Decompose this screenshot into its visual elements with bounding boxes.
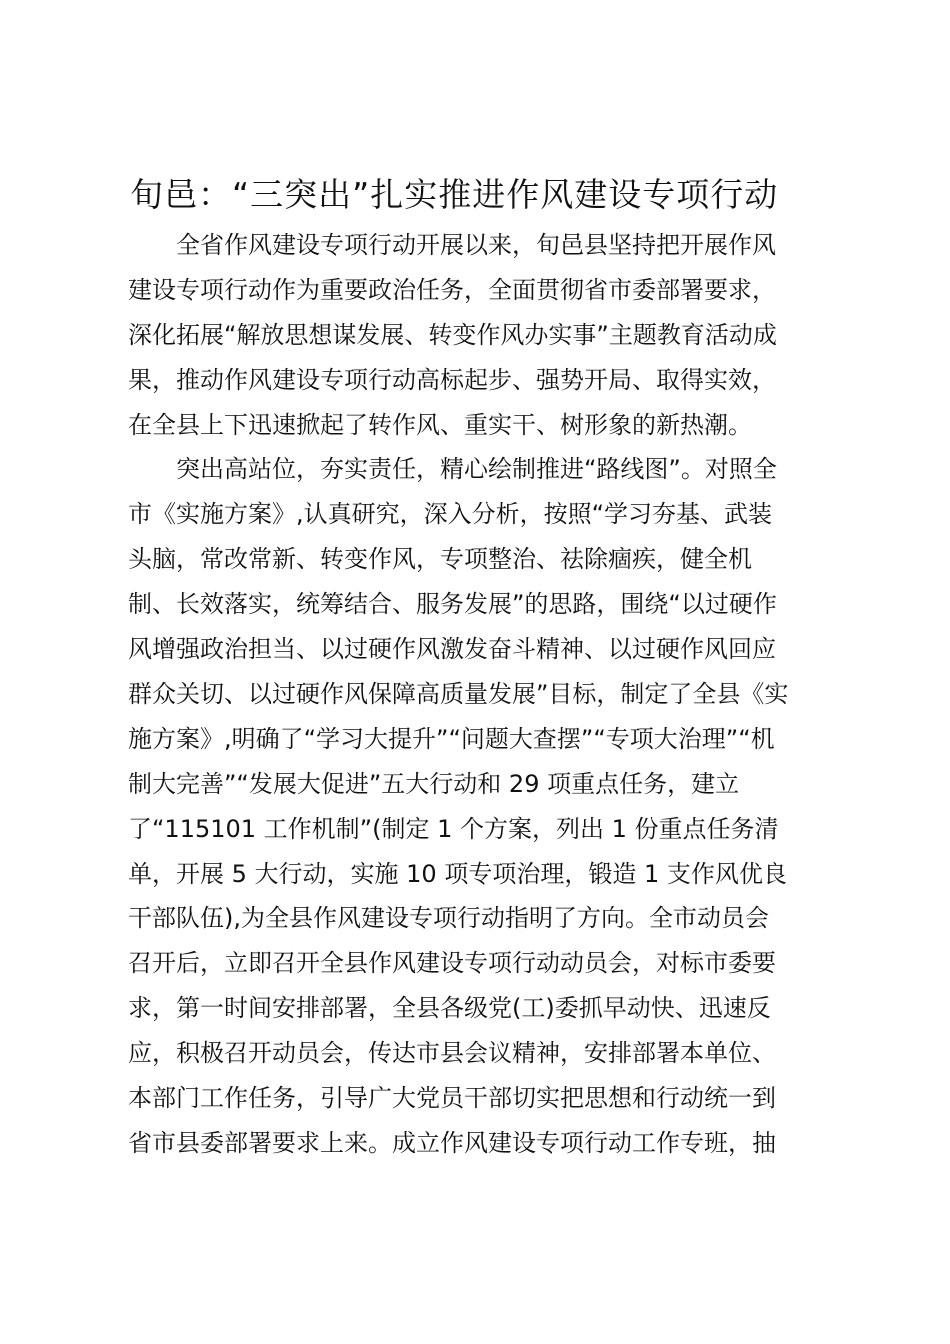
document-title: 旬邑：“三突出”扎实推进作风建设专项行动 [130, 175, 779, 214]
body-line: 本部门工作任务，引导广大党员干部切实把思想和行动统一到 [128, 1084, 776, 1112]
body-line: 头脑，常改常新、转变作风，专项整治、祛除痼疾，健全机 [128, 545, 752, 573]
body-line: 求，第一时间安排部署，全县各级党(工)委抓早动快、迅速反 [128, 994, 771, 1022]
body-line: 制、长效落实，统筹结合、服务发展”的思路，围绕“以过硬作 [128, 590, 777, 618]
body-line: 群众关切、以过硬作风保障高质量发展”目标，制定了全县《实 [128, 680, 789, 708]
body-line: 深化拓展“解放思想谋发展、转变作风办实事”主题教育活动成 [128, 321, 777, 349]
body-line: 建设专项行动作为重要政治任务，全面贯彻省市委部署要求， [128, 276, 776, 304]
body-line: 召开后，立即召开全县作风建设专项行动动员会，对标市委要 [128, 949, 776, 977]
body-line: 在全县上下迅速掀起了转作风、重实干、树形象的新热潮。 [128, 411, 752, 439]
body-line: 应，积极召开动员会，传达市县会议精神，安排部署本单位、 [128, 1039, 776, 1067]
body-line: 施方案》,明确了“学习大提升”“问题大查摆”“专项大治理”“机 [128, 725, 775, 753]
body-line: 全省作风建设专项行动开展以来，旬邑县坚持把开展作风 [128, 231, 776, 259]
body-line: 果，推动作风建设专项行动高标起步、强势开局、取得实效， [128, 366, 776, 394]
body-line: 省市县委部署要求上来。成立作风建设专项行动工作专班，抽 [128, 1129, 776, 1157]
body-line: 制大完善”“发展大促进”五大行动和 29 项重点任务，建立 [128, 770, 740, 798]
body-line: 市《实施方案》,认真研究，深入分析，按照“学习夯基、武装 [128, 500, 773, 528]
body-line: 了“115101 工作机制”(制定 1 个方案，列出 1 份重点任务清 [128, 815, 779, 843]
body-line: 风增强政治担当、以过硬作风激发奋斗精神、以过硬作风回应 [128, 635, 776, 663]
body-line: 突出高站位，夯实责任，精心绘制推进“路线图”。对照全 [128, 455, 777, 483]
body-line: 单，开展 5 大行动，实施 10 项专项治理，锻造 1 支作风优良 [128, 860, 787, 888]
body-line: 干部队伍),为全县作风建设专项行动指明了方向。全市动员会 [128, 904, 769, 932]
